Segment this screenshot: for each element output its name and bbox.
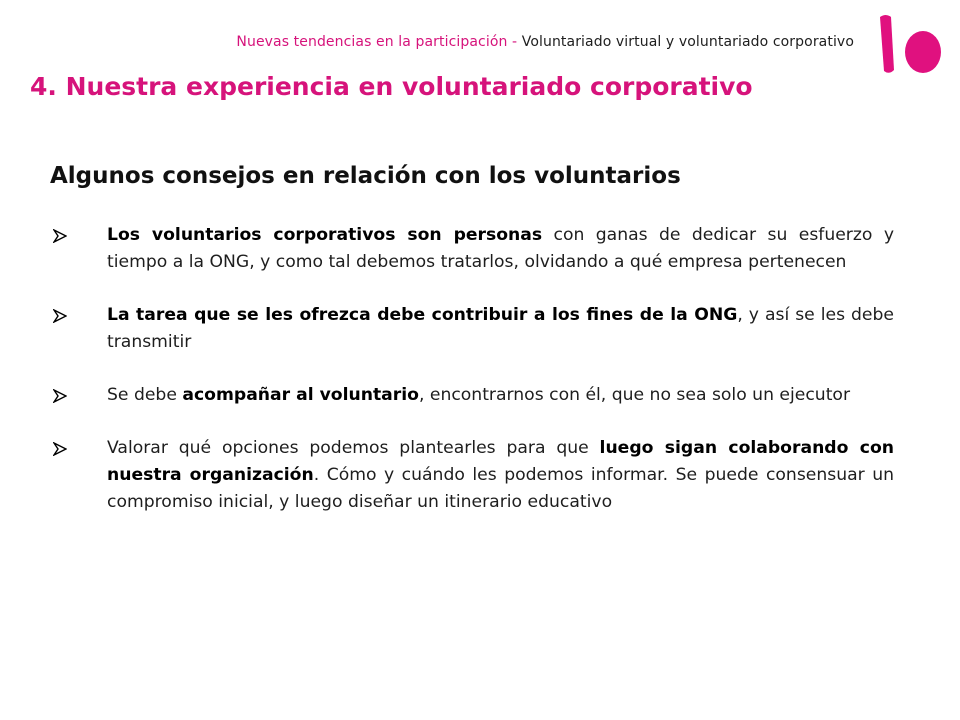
bullet-bold: luego sigan colaborando con nuestra organización — [107, 438, 894, 485]
bullet-bold: acompañar al voluntario — [182, 385, 419, 405]
bullet-pre: Se debe — [107, 385, 183, 405]
bullet-bold: Los voluntarios corporativos son personas — [107, 225, 543, 245]
list-item — [50, 302, 894, 356]
header-subtopic: Voluntariado virtual y voluntariado corporativo — [521, 34, 854, 50]
list-item — [50, 382, 894, 409]
bullet-pre: Valorar qué opciones podemos plantearles para que — [107, 438, 600, 458]
arrowhead-bullet-icon — [53, 442, 67, 456]
bullet-rest: , encontrarnos con él, que no sea solo un ejecutor — [418, 385, 851, 405]
bullet-bold: La tarea que se les ofrezca debe contribuir a los fines de la ONG — [107, 305, 738, 325]
section-title: Algunos consejos en relación con los voluntarios — [50, 163, 681, 189]
bullet-rest: , y así se les debe transmitir — [107, 305, 894, 352]
header-topic: Nuevas tendencias en la participación — [236, 34, 508, 50]
list-item — [50, 435, 894, 516]
header-separator: - — [507, 34, 522, 50]
advice-list — [50, 222, 894, 542]
list-item — [50, 222, 894, 276]
arrowhead-bullet-icon — [53, 309, 67, 323]
bullet-rest: con ganas de dedicar su esfuerzo y tiempo a la ONG, y como tal debemos tratarlos, olvidando a qué empresa pertenecen — [107, 225, 894, 272]
brand-logo-icon — [876, 12, 946, 78]
arrowhead-bullet-icon — [53, 389, 67, 403]
bullet-rest: . Cómo y cuándo les podemos informar. Se puede consensuar un compromiso inicial, y luego diseñar un itinerario educativo — [107, 465, 894, 512]
arrowhead-bullet-icon — [53, 229, 67, 243]
slide-title: 4. Nuestra experiencia en voluntariado corporativo — [30, 72, 753, 101]
header-breadcrumb — [236, 34, 854, 50]
